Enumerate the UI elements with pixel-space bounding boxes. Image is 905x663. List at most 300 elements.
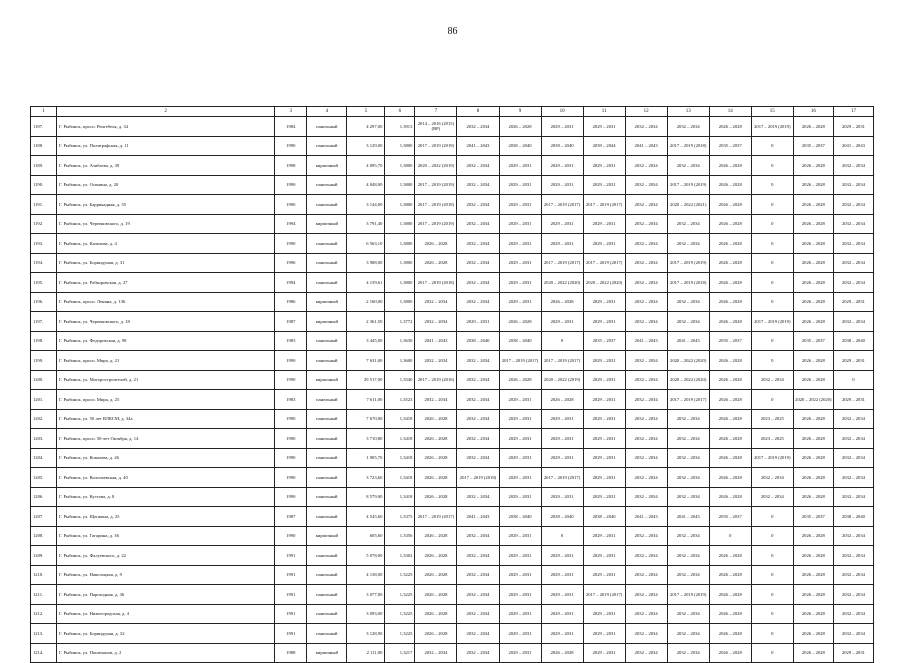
period-col-12-cell: 2041 – 2043 — [625, 331, 667, 351]
period-col-14-cell: 2026 – 2028 — [709, 292, 751, 312]
period-col-10-cell: 2017 – 2019 (2017) — [541, 351, 583, 371]
period-col-12-cell: 2032 – 2034 — [625, 234, 667, 254]
table-row — [31, 370, 874, 390]
period-col-15-cell: 2032 – 2034 — [751, 370, 793, 390]
period-col-16-cell: 2026 – 2028 — [793, 175, 833, 195]
period-col-15-cell: 2032 – 2034 — [751, 487, 793, 507]
year-built-cell: 1990 — [275, 136, 307, 156]
period-col-7-cell: 2026 – 2028 — [415, 253, 457, 273]
period-col-11-cell: 2038 – 2040 — [583, 507, 625, 527]
period-col-17-cell: 2029 – 2031 — [833, 117, 873, 137]
address-cell: Г. Рыбинск, ул. Наволоцкая, д. 9 — [57, 565, 275, 585]
period-col-13-cell: 2020 – 2022 (2020) — [667, 351, 709, 371]
period-col-11-cell: 2035 – 2037 — [583, 331, 625, 351]
period-col-9-cell: 2029 – 2031 — [499, 585, 541, 605]
period-col-9-cell: 2029 – 2031 — [499, 604, 541, 624]
row-number-cell: 1201. — [31, 390, 57, 410]
period-col-16-cell: 2026 – 2028 — [793, 253, 833, 273]
wall-material-cell: панельный — [307, 604, 347, 624]
row-number-cell: 1213. — [31, 624, 57, 644]
period-col-17-cell: 2032 – 2034 — [833, 429, 873, 449]
row-number-cell: 1204. — [31, 448, 57, 468]
row-number-cell: 1200. — [31, 370, 57, 390]
period-col-7-cell: 2020 – 2022 (2019) — [415, 156, 457, 176]
area-cell: 4 297,00 — [347, 117, 385, 137]
year-built-cell: 1988 — [275, 643, 307, 663]
period-col-16-cell: 2020 – 2022 (2020) — [793, 390, 833, 410]
coefficient-cell: 1,3418 — [385, 487, 415, 507]
period-col-12-cell: 2032 – 2034 — [625, 312, 667, 332]
address-cell: Г. Рыбинск, просп. Мира, д. 21 — [57, 351, 275, 371]
period-col-10-cell: 2029 – 2031 — [541, 312, 583, 332]
period-col-12-cell: 2032 – 2034 — [625, 468, 667, 488]
year-built-cell: 1990 — [275, 468, 307, 488]
address-cell: Г. Рыбинск, ул. Осинина, д. 20 — [57, 175, 275, 195]
period-col-9-cell: 2029 – 2031 — [499, 390, 541, 410]
table-row — [31, 409, 874, 429]
period-col-8-cell: 2032 – 2034 — [457, 292, 499, 312]
wall-material-cell: панельный — [307, 585, 347, 605]
period-col-13-cell: 2032 – 2034 — [667, 156, 709, 176]
period-col-8-cell: 2032 – 2034 — [457, 390, 499, 410]
period-col-11-cell: 2039 – 2044 — [583, 136, 625, 156]
period-col-13-cell: 2032 – 2034 — [667, 234, 709, 254]
column-number-header: 17 — [833, 107, 873, 117]
table-row — [31, 604, 874, 624]
period-col-13-cell: 2020 – 2022 (2021) — [667, 195, 709, 215]
address-cell: Г. Рыбинск, ул. Волочаевская, д. 40 — [57, 468, 275, 488]
address-cell: Г. Рыбинск, ул. Пароходная, д. 36 — [57, 585, 275, 605]
coefficient-cell: 1,3913 — [385, 117, 415, 137]
period-col-7-cell: 2032 – 2034 — [415, 390, 457, 410]
period-col-17-cell: 2032 – 2034 — [833, 312, 873, 332]
period-col-11-cell: 2029 – 2031 — [583, 643, 625, 663]
period-col-11-cell: 2029 – 2031 — [583, 117, 625, 137]
period-col-8-cell: 2032 – 2034 — [457, 273, 499, 293]
coefficient-cell: 1,3523 — [385, 390, 415, 410]
period-col-11-cell: 2029 – 2031 — [583, 565, 625, 585]
row-number-cell: 1212. — [31, 604, 57, 624]
row-number-cell: 1193. — [31, 234, 57, 254]
period-col-7-cell: 2026 – 2028 — [415, 409, 457, 429]
address-cell: Г. Рыбинск, ул. Рабкоровская, д. 27 — [57, 273, 275, 293]
year-built-cell: 1983 — [275, 390, 307, 410]
address-cell: Г. Рыбинск, ул. 50 лет ВЛКСМ, д. 34а — [57, 409, 275, 429]
period-col-17-cell: 2032 – 2034 — [833, 468, 873, 488]
address-cell: Г. Рыбинск, ул. Качалова, д. 4 — [57, 234, 275, 254]
period-col-17-cell: 2032 – 2034 — [833, 214, 873, 234]
row-number-cell: 1196. — [31, 292, 57, 312]
period-col-11-cell: 2029 – 2031 — [583, 468, 625, 488]
period-col-11-cell: 2029 – 2031 — [583, 604, 625, 624]
period-col-9-cell: 2029 – 2031 — [499, 214, 541, 234]
coefficient-cell: 1,3800 — [385, 292, 415, 312]
period-col-17-cell: 2038 – 2040 — [833, 507, 873, 527]
area-cell: 3 445,00 — [347, 331, 385, 351]
column-number-header: 8 — [457, 107, 499, 117]
period-col-17-cell: 2032 – 2034 — [833, 487, 873, 507]
coefficient-cell: 1,3800 — [385, 273, 415, 293]
area-cell: 7 670,00 — [347, 409, 385, 429]
area-cell: 3 988,00 — [347, 253, 385, 273]
period-col-12-cell: 2032 – 2034 — [625, 117, 667, 137]
period-col-15-cell: 2017 – 2019 (2019) — [751, 117, 793, 137]
period-col-8-cell: 2032 – 2034 — [457, 234, 499, 254]
period-col-13-cell: 2032 – 2034 — [667, 643, 709, 663]
address-cell: Г. Рыбинск, просп. 50-лет Октября, д. 14 — [57, 429, 275, 449]
column-number-header: 5 — [347, 107, 385, 117]
period-col-12-cell: 2032 – 2034 — [625, 487, 667, 507]
address-cell: Г. Рыбинск, ул. Бориндуная, д. 32 — [57, 624, 275, 644]
period-col-13-cell: 2032 – 2034 — [667, 214, 709, 234]
period-col-16-cell: 2026 – 2028 — [793, 292, 833, 312]
period-col-7-cell: 2026 – 2028 — [415, 604, 457, 624]
period-col-7-cell: 2017 – 2019 (2019) — [415, 136, 457, 156]
table-row — [31, 429, 874, 449]
period-col-7-cell: 2041 – 2043 — [415, 331, 457, 351]
table-row — [31, 253, 874, 273]
wall-material-cell: панельный — [307, 253, 347, 273]
period-col-7-cell: 2026 – 2028 — [415, 429, 457, 449]
column-number-header: 9 — [499, 107, 541, 117]
period-col-12-cell: 2032 – 2034 — [625, 175, 667, 195]
period-col-17-cell: 2032 – 2034 — [833, 409, 873, 429]
wall-material-cell: кирпичный — [307, 156, 347, 176]
period-col-12-cell: 2032 – 2034 — [625, 604, 667, 624]
period-col-16-cell: 2026 – 2028 — [793, 351, 833, 371]
period-col-9-cell: 2029 – 2031 — [499, 273, 541, 293]
period-col-16-cell: 2026 – 2028 — [793, 585, 833, 605]
period-col-16-cell: 2026 – 2028 — [793, 234, 833, 254]
period-col-14-cell: 2026 – 2028 — [709, 156, 751, 176]
address-cell: Г. Рыбинск, просп. Мира, д. 25 — [57, 390, 275, 410]
period-col-8-cell: 2032 – 2034 — [457, 546, 499, 566]
area-cell: 605,60 — [347, 526, 385, 546]
period-col-7-cell: 2032 – 2034 — [415, 312, 457, 332]
area-cell: 29 517,00 — [347, 370, 385, 390]
year-built-cell: 1996 — [275, 253, 307, 273]
period-col-17-cell: 2029 – 2031 — [833, 643, 873, 663]
coefficient-cell: 1,3800 — [385, 175, 415, 195]
coefficient-cell: 1,3800 — [385, 156, 415, 176]
period-col-14-cell: 2026 – 2028 — [709, 234, 751, 254]
wall-material-cell: кирпичный — [307, 526, 347, 546]
period-col-16-cell: 2026 – 2028 — [793, 214, 833, 234]
period-col-9-cell: 2029 – 2031 — [499, 526, 541, 546]
period-col-9-cell: 2038 – 2040 — [499, 331, 541, 351]
period-col-7-cell: 2026 – 2028 — [415, 565, 457, 585]
period-col-14-cell: 2026 – 2028 — [709, 585, 751, 605]
row-number-cell: 1194. — [31, 253, 57, 273]
year-built-cell: 1984 — [275, 117, 307, 137]
table-row — [31, 643, 874, 663]
period-col-11-cell: 2029 – 2031 — [583, 546, 625, 566]
coefficient-cell: 1,3418 — [385, 409, 415, 429]
period-col-16-cell: 2026 – 2028 — [793, 604, 833, 624]
table-row — [31, 331, 874, 351]
period-col-10-cell: 0 — [541, 331, 583, 351]
period-col-15-cell: 0 — [751, 331, 793, 351]
area-cell: 3 093,00 — [347, 604, 385, 624]
address-cell: Г. Рыбинск, ул. Пошехонов, д. 2 — [57, 643, 275, 663]
period-col-14-cell: 2026 – 2028 — [709, 273, 751, 293]
period-col-12-cell: 2032 – 2034 — [625, 624, 667, 644]
wall-material-cell: панельный — [307, 331, 347, 351]
year-built-cell: 1994 — [275, 214, 307, 234]
period-col-11-cell: 2029 – 2031 — [583, 409, 625, 429]
period-col-10-cell: 2029 – 2031 — [541, 175, 583, 195]
row-number-cell: 1214. — [31, 643, 57, 663]
wall-material-cell: панельный — [307, 448, 347, 468]
period-col-14-cell: 2026 – 2028 — [709, 214, 751, 234]
period-col-15-cell: 2023 – 2025 — [751, 429, 793, 449]
period-col-7-cell: 2017 – 2019 (2016) — [415, 370, 457, 390]
period-col-15-cell: 0 — [751, 390, 793, 410]
period-col-10-cell: 2029 – 2031 — [541, 156, 583, 176]
row-number-cell: 1208. — [31, 526, 57, 546]
period-col-16-cell: 2026 – 2028 — [793, 370, 833, 390]
period-col-15-cell: 0 — [751, 253, 793, 273]
column-number-header: 15 — [751, 107, 793, 117]
period-col-16-cell: 2026 – 2028 — [793, 312, 833, 332]
area-cell: 4 095,70 — [347, 156, 385, 176]
period-col-8-cell: 2032 – 2034 — [457, 156, 499, 176]
period-col-15-cell: 2023 – 2025 — [751, 409, 793, 429]
period-col-11-cell: 2029 – 2031 — [583, 214, 625, 234]
year-built-cell: 1990 — [275, 429, 307, 449]
coefficient-cell: 1,3225 — [385, 585, 415, 605]
period-col-7-cell: 2014 – 2016 (2015) (ВР) — [415, 117, 457, 137]
area-cell: 4 138,00 — [347, 565, 385, 585]
period-col-7-cell: 2026 – 2028 — [415, 624, 457, 644]
period-col-17-cell: 2032 – 2034 — [833, 526, 873, 546]
row-number-cell: 1203. — [31, 429, 57, 449]
period-col-15-cell: 0 — [751, 214, 793, 234]
period-col-9-cell: 2029 – 2031 — [499, 487, 541, 507]
period-col-15-cell: 0 — [751, 585, 793, 605]
period-col-10-cell: 2029 – 2031 — [541, 234, 583, 254]
coefficient-cell: 1,3217 — [385, 643, 415, 663]
period-col-10-cell: 2038 – 2040 — [541, 507, 583, 527]
wall-material-cell: панельный — [307, 507, 347, 527]
table-row — [31, 175, 874, 195]
column-number-header: 12 — [625, 107, 667, 117]
period-col-13-cell: 2032 – 2034 — [667, 448, 709, 468]
period-col-8-cell: 2032 – 2034 — [457, 448, 499, 468]
period-col-16-cell: 2026 – 2028 — [793, 448, 833, 468]
period-col-13-cell: 2032 – 2034 — [667, 487, 709, 507]
coefficient-cell: 1,3772 — [385, 312, 415, 332]
period-col-15-cell: 0 — [751, 195, 793, 215]
period-col-10-cell: 2020 – 2022 (2019) — [541, 370, 583, 390]
period-col-13-cell: 2017 – 2019 (2019) — [667, 585, 709, 605]
row-number-cell: 1205. — [31, 468, 57, 488]
period-col-7-cell: 2026 – 2028 — [415, 234, 457, 254]
period-col-16-cell: 2026 – 2028 — [793, 273, 833, 293]
period-col-8-cell: 2029 – 2031 — [457, 312, 499, 332]
period-col-16-cell: 2026 – 2028 — [793, 409, 833, 429]
period-col-8-cell: 2032 – 2034 — [457, 370, 499, 390]
wall-material-cell: панельный — [307, 351, 347, 371]
period-col-9-cell: 2026 – 2028 — [499, 117, 541, 137]
coefficient-cell: 1,3800 — [385, 253, 415, 273]
area-cell: 2 361,50 — [347, 312, 385, 332]
year-built-cell: 1990 — [275, 195, 307, 215]
period-col-11-cell: 2029 – 2031 — [583, 390, 625, 410]
area-cell: 7 611,00 — [347, 390, 385, 410]
wall-material-cell: панельный — [307, 136, 347, 156]
coefficient-cell: 1,3800 — [385, 214, 415, 234]
period-col-14-cell: 2026 – 2028 — [709, 643, 751, 663]
year-built-cell: 1990 — [275, 409, 307, 429]
wall-material-cell: панельный — [307, 565, 347, 585]
area-cell: 6 563,10 — [347, 234, 385, 254]
period-col-12-cell: 2032 – 2034 — [625, 585, 667, 605]
wall-material-cell: панельный — [307, 273, 347, 293]
period-col-9-cell: 2029 – 2031 — [499, 253, 541, 273]
period-col-9-cell: 2029 – 2031 — [499, 429, 541, 449]
period-col-13-cell: 2032 – 2034 — [667, 312, 709, 332]
period-col-8-cell: 2032 – 2034 — [457, 429, 499, 449]
period-col-12-cell: 2032 – 2034 — [625, 448, 667, 468]
period-col-13-cell: 2020 – 2022 (2020) — [667, 370, 709, 390]
period-col-12-cell: 2032 – 2034 — [625, 546, 667, 566]
period-col-8-cell: 2032 – 2034 — [457, 117, 499, 137]
period-col-16-cell: 2035 – 2037 — [793, 331, 833, 351]
period-col-9-cell: 2029 – 2031 — [499, 234, 541, 254]
period-col-15-cell: 0 — [751, 175, 793, 195]
period-col-14-cell: 2026 – 2028 — [709, 624, 751, 644]
period-col-13-cell: 2032 – 2034 — [667, 604, 709, 624]
wall-material-cell: панельный — [307, 487, 347, 507]
period-col-7-cell: 2017 – 2019 (2017) — [415, 507, 457, 527]
period-col-12-cell: 2032 – 2034 — [625, 253, 667, 273]
address-cell: Г. Рыбинск, ул. Нижегородская, д. 4 — [57, 604, 275, 624]
area-cell: 8 579,00 — [347, 487, 385, 507]
period-col-17-cell: 2041 – 2043 — [833, 136, 873, 156]
year-built-cell: 1990 — [275, 526, 307, 546]
column-number-header: 7 — [415, 107, 457, 117]
table-row — [31, 273, 874, 293]
wall-material-cell: панельный — [307, 175, 347, 195]
period-col-16-cell: 2026 – 2028 — [793, 624, 833, 644]
period-col-17-cell: 2029 – 2031 — [833, 351, 873, 371]
table-row — [31, 234, 874, 254]
period-col-14-cell: 2026 – 2028 — [709, 253, 751, 273]
period-col-17-cell: 2032 – 2034 — [833, 604, 873, 624]
period-col-9-cell: 2029 – 2031 — [499, 448, 541, 468]
table-row — [31, 507, 874, 527]
area-cell: 3 077,00 — [347, 585, 385, 605]
period-col-10-cell: 2029 – 2031 — [541, 546, 583, 566]
period-col-7-cell: 2017 – 2019 (2018) — [415, 195, 457, 215]
table-row — [31, 156, 874, 176]
period-col-16-cell: 2026 – 2028 — [793, 117, 833, 137]
period-col-7-cell: 2032 – 2034 — [415, 643, 457, 663]
period-col-12-cell: 2032 – 2034 — [625, 390, 667, 410]
period-col-12-cell: 2032 – 2034 — [625, 526, 667, 546]
coefficient-cell: 1,3225 — [385, 565, 415, 585]
period-col-14-cell: 2026 – 2028 — [709, 429, 751, 449]
period-col-13-cell: 2017 – 2019 (2018) — [667, 273, 709, 293]
period-col-13-cell: 2032 – 2034 — [667, 624, 709, 644]
year-built-cell: 1987 — [275, 312, 307, 332]
period-col-9-cell: 2029 – 2031 — [499, 468, 541, 488]
period-col-15-cell: 0 — [751, 565, 793, 585]
period-col-13-cell: 2017 – 2019 (2017) — [667, 390, 709, 410]
period-col-16-cell: 2026 – 2028 — [793, 487, 833, 507]
period-col-15-cell: 0 — [751, 546, 793, 566]
period-col-9-cell: 2026 – 2028 — [499, 312, 541, 332]
table-row — [31, 546, 874, 566]
address-cell: Г. Рыбинск, ул. Гагарина, д. 36 — [57, 526, 275, 546]
period-col-7-cell: 2026 – 2028 — [415, 487, 457, 507]
table-body — [31, 107, 874, 663]
period-col-11-cell: 2029 – 2031 — [583, 448, 625, 468]
period-col-8-cell: 2032 – 2034 — [457, 175, 499, 195]
period-col-10-cell: 2038 – 2040 — [541, 136, 583, 156]
row-number-cell: 1206. — [31, 487, 57, 507]
table-row — [31, 448, 874, 468]
period-col-11-cell: 2029 – 2031 — [583, 234, 625, 254]
area-cell: 7 631,00 — [347, 351, 385, 371]
period-col-10-cell: 2020 – 2022 (2020) — [541, 273, 583, 293]
wall-material-cell: кирпичный — [307, 643, 347, 663]
row-number-cell: 1191. — [31, 195, 57, 215]
column-number-header: 3 — [275, 107, 307, 117]
period-col-15-cell: 0 — [751, 351, 793, 371]
period-col-14-cell: 2026 – 2028 — [709, 351, 751, 371]
period-col-14-cell: 2026 – 2028 — [709, 117, 751, 137]
table-row — [31, 624, 874, 644]
period-col-11-cell: 2017 – 2019 (2017) — [583, 253, 625, 273]
period-col-12-cell: 2032 – 2034 — [625, 214, 667, 234]
column-number-header-row — [31, 107, 874, 117]
period-col-14-cell: 2026 – 2028 — [709, 487, 751, 507]
coefficient-cell: 1,3302 — [385, 546, 415, 566]
row-number-cell: 1207. — [31, 507, 57, 527]
period-col-13-cell: 2017 – 2019 (2018) — [667, 136, 709, 156]
coefficient-cell: 1,3800 — [385, 234, 415, 254]
coefficient-cell: 1,3225 — [385, 604, 415, 624]
year-built-cell: 1994 — [275, 273, 307, 293]
period-col-14-cell: 2026 – 2028 — [709, 195, 751, 215]
period-col-9-cell: 2029 – 2031 — [499, 175, 541, 195]
period-col-17-cell: 2032 – 2034 — [833, 156, 873, 176]
period-col-16-cell: 2026 – 2028 — [793, 429, 833, 449]
period-col-11-cell: 2029 – 2031 — [583, 429, 625, 449]
period-col-10-cell: 2029 – 2031 — [541, 448, 583, 468]
period-col-13-cell: 2032 – 2034 — [667, 468, 709, 488]
period-col-10-cell: 2026 – 2028 — [541, 390, 583, 410]
period-col-12-cell: 2032 – 2034 — [625, 565, 667, 585]
period-col-16-cell: 2026 – 2028 — [793, 195, 833, 215]
period-col-14-cell: 2026 – 2028 — [709, 604, 751, 624]
period-col-15-cell: 0 — [751, 643, 793, 663]
period-col-14-cell: 0 — [709, 526, 751, 546]
address-cell: Г. Рыбинск, ул. Азибаева, д. 39 — [57, 156, 275, 176]
period-col-10-cell: 2026 – 2028 — [541, 292, 583, 312]
address-cell: Г. Рыбинск, ул. Федоровская, д. 98 — [57, 331, 275, 351]
period-col-10-cell: 2029 – 2031 — [541, 565, 583, 585]
year-built-cell: 1991 — [275, 624, 307, 644]
period-col-7-cell: 2026 – 2028 — [415, 448, 457, 468]
year-built-cell: 1986 — [275, 292, 307, 312]
period-col-8-cell: 2032 – 2034 — [457, 585, 499, 605]
wall-material-cell: кирпичный — [307, 214, 347, 234]
table-row — [31, 585, 874, 605]
period-col-12-cell: 2041 – 2043 — [625, 136, 667, 156]
